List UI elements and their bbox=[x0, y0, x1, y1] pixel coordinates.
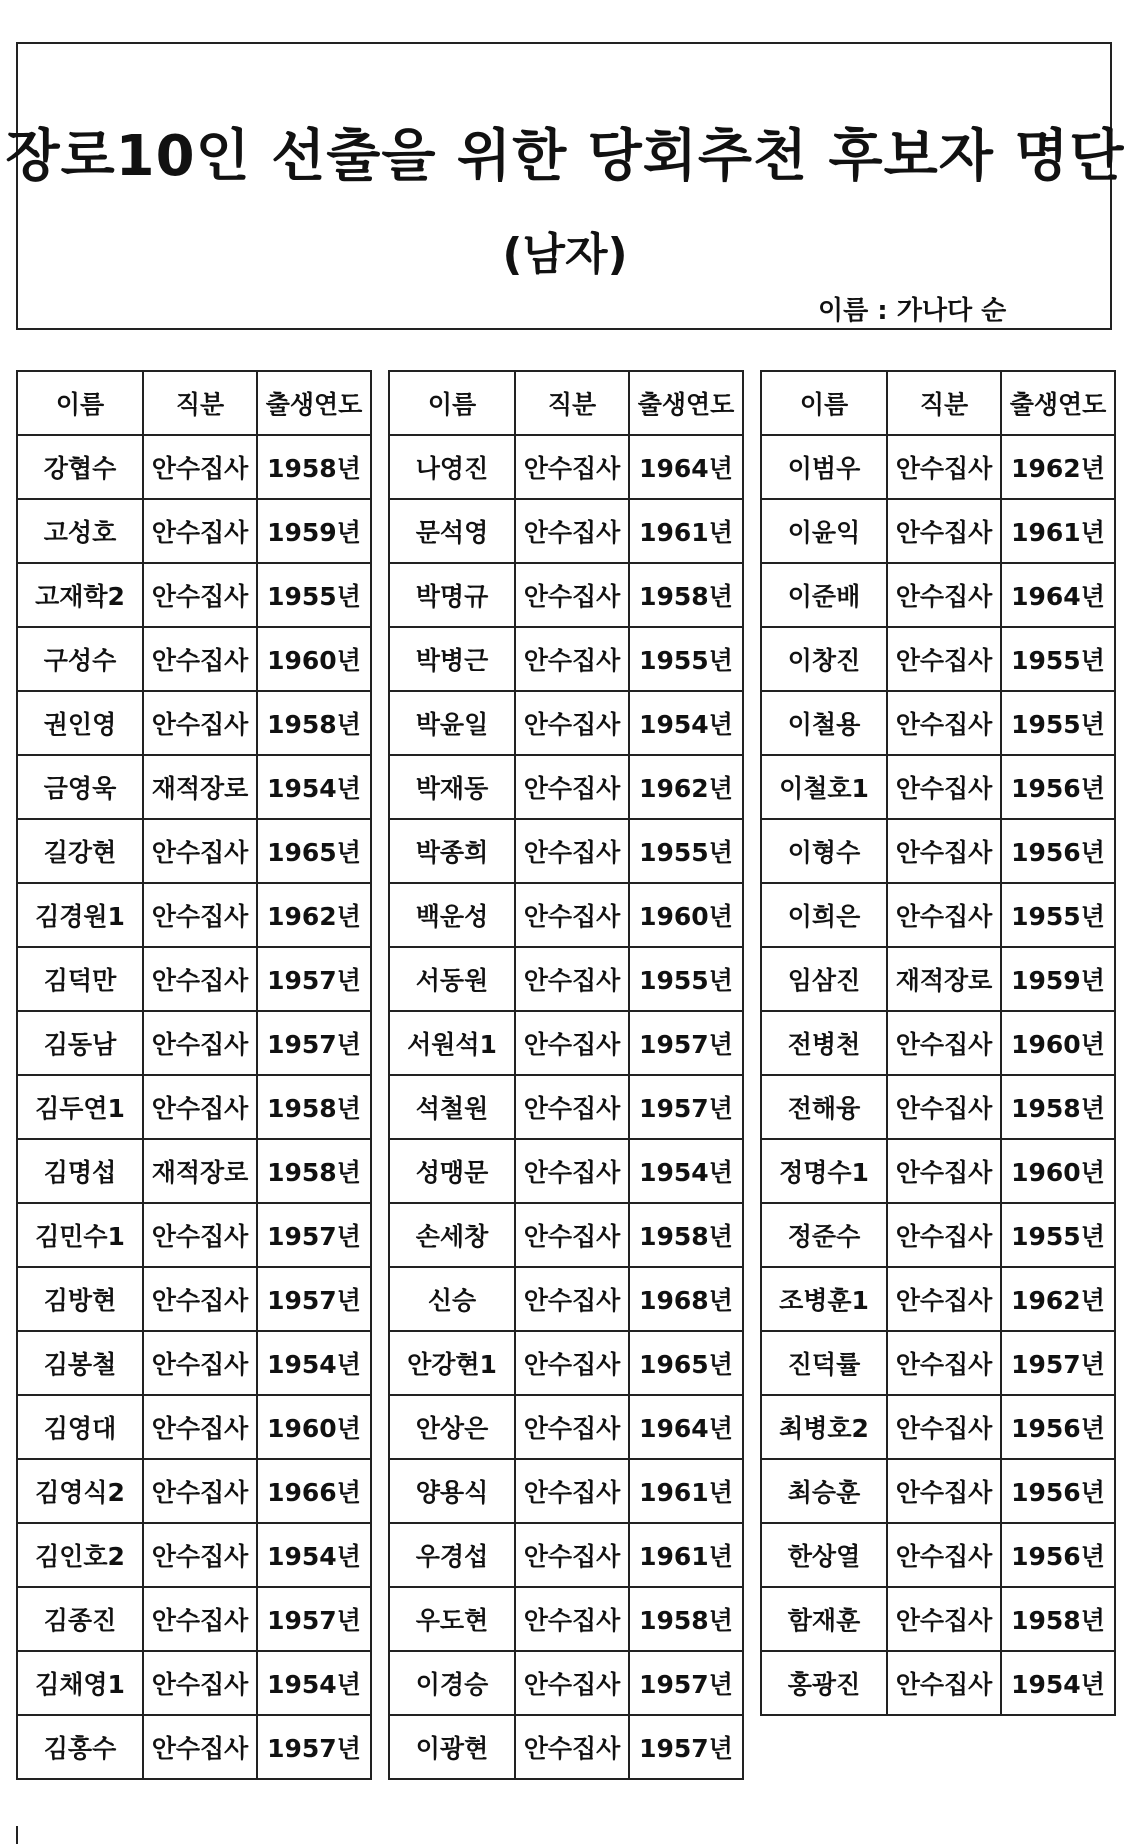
candidate-position: 안수집사 bbox=[515, 1651, 629, 1715]
candidate-birth-year: 1958년 bbox=[629, 1587, 743, 1651]
candidate-birth-year: 1960년 bbox=[629, 883, 743, 947]
candidate-name: 김봉철 bbox=[17, 1331, 143, 1395]
candidate-name: 최병호2 bbox=[761, 1395, 887, 1459]
candidate-position: 안수집사 bbox=[515, 947, 629, 1011]
candidate-position: 안수집사 bbox=[143, 883, 257, 947]
table-row bbox=[17, 1203, 371, 1267]
table-row bbox=[17, 819, 371, 883]
candidate-birth-year: 1955년 bbox=[629, 627, 743, 691]
candidate-name: 손세창 bbox=[389, 1203, 515, 1267]
candidate-name: 우경섭 bbox=[389, 1523, 515, 1587]
candidate-birth-year: 1958년 bbox=[257, 435, 371, 499]
table-row bbox=[389, 1587, 743, 1651]
candidate-position: 안수집사 bbox=[887, 1075, 1001, 1139]
candidate-name: 이범우 bbox=[761, 435, 887, 499]
candidate-name: 김덕만 bbox=[17, 947, 143, 1011]
candidate-birth-year: 1957년 bbox=[629, 1011, 743, 1075]
candidate-name: 김방현 bbox=[17, 1267, 143, 1331]
name-header: 이름 bbox=[389, 371, 515, 435]
candidate-position: 안수집사 bbox=[515, 755, 629, 819]
candidate-position: 안수집사 bbox=[515, 691, 629, 755]
table-row bbox=[761, 627, 1115, 691]
sort-note: 이름 : 가나다 순 bbox=[818, 296, 1007, 326]
candidate-name: 정명수1 bbox=[761, 1139, 887, 1203]
candidate-name: 이창진 bbox=[761, 627, 887, 691]
candidate-position: 안수집사 bbox=[887, 755, 1001, 819]
name-header: 이름 bbox=[761, 371, 887, 435]
candidate-birth-year: 1964년 bbox=[1001, 563, 1115, 627]
candidate-name: 백운성 bbox=[389, 883, 515, 947]
candidate-name: 구성수 bbox=[17, 627, 143, 691]
table-row bbox=[761, 819, 1115, 883]
candidate-name: 고성호 bbox=[17, 499, 143, 563]
candidate-position: 재적장로 bbox=[887, 947, 1001, 1011]
candidate-position: 안수집사 bbox=[143, 1267, 257, 1331]
candidate-name: 김민수1 bbox=[17, 1203, 143, 1267]
candidate-name: 김채영1 bbox=[17, 1651, 143, 1715]
table-row bbox=[761, 691, 1115, 755]
candidate-birth-year: 1961년 bbox=[629, 499, 743, 563]
candidate-position: 안수집사 bbox=[515, 1395, 629, 1459]
candidate-table-1 bbox=[16, 370, 372, 1780]
candidate-position: 안수집사 bbox=[143, 435, 257, 499]
candidate-name: 우도현 bbox=[389, 1587, 515, 1651]
table-row bbox=[17, 883, 371, 947]
candidate-position: 안수집사 bbox=[143, 1331, 257, 1395]
candidate-birth-year: 1960년 bbox=[257, 627, 371, 691]
candidate-birth-year: 1958년 bbox=[1001, 1075, 1115, 1139]
table-row bbox=[17, 1331, 371, 1395]
candidate-name: 이경승 bbox=[389, 1651, 515, 1715]
table-row bbox=[761, 947, 1115, 1011]
candidate-name: 고재학2 bbox=[17, 563, 143, 627]
candidate-name: 박윤일 bbox=[389, 691, 515, 755]
candidate-position: 안수집사 bbox=[515, 1587, 629, 1651]
candidate-position: 안수집사 bbox=[887, 499, 1001, 563]
candidate-birth-year: 1958년 bbox=[1001, 1587, 1115, 1651]
table-row bbox=[761, 1459, 1115, 1523]
page-title: 장로10인 선출을 위한 당회추천 후보자 명단 bbox=[5, 124, 1125, 189]
position-header: 직분 bbox=[143, 371, 257, 435]
table-row bbox=[761, 1267, 1115, 1331]
table-header-row bbox=[389, 371, 743, 435]
candidate-position: 안수집사 bbox=[143, 1651, 257, 1715]
candidate-birth-year: 1956년 bbox=[1001, 819, 1115, 883]
candidate-position: 안수집사 bbox=[887, 1459, 1001, 1523]
candidate-position: 안수집사 bbox=[143, 819, 257, 883]
candidate-name: 김경원1 bbox=[17, 883, 143, 947]
table-row bbox=[761, 755, 1115, 819]
table-row bbox=[389, 1523, 743, 1587]
table-row bbox=[389, 435, 743, 499]
table-row bbox=[17, 1075, 371, 1139]
candidate-position: 안수집사 bbox=[143, 1459, 257, 1523]
table-row bbox=[17, 563, 371, 627]
table-row bbox=[389, 1011, 743, 1075]
candidate-birth-year: 1957년 bbox=[629, 1075, 743, 1139]
candidate-position: 안수집사 bbox=[515, 1075, 629, 1139]
candidate-name: 길강현 bbox=[17, 819, 143, 883]
table-row bbox=[761, 1075, 1115, 1139]
candidate-birth-year: 1957년 bbox=[629, 1651, 743, 1715]
table-header-row bbox=[761, 371, 1115, 435]
table-row bbox=[17, 755, 371, 819]
candidate-position: 안수집사 bbox=[515, 435, 629, 499]
candidate-name: 조병훈1 bbox=[761, 1267, 887, 1331]
candidate-birth-year: 1962년 bbox=[257, 883, 371, 947]
candidate-birth-year: 1958년 bbox=[629, 563, 743, 627]
candidate-position: 안수집사 bbox=[143, 499, 257, 563]
candidate-name: 최승훈 bbox=[761, 1459, 887, 1523]
candidate-birth-year: 1957년 bbox=[257, 1011, 371, 1075]
candidate-position: 안수집사 bbox=[887, 1331, 1001, 1395]
candidate-birth-year: 1955년 bbox=[1001, 883, 1115, 947]
candidate-position: 안수집사 bbox=[143, 1395, 257, 1459]
candidate-name: 신승 bbox=[389, 1267, 515, 1331]
candidate-birth-year: 1957년 bbox=[257, 1203, 371, 1267]
candidate-birth-year: 1961년 bbox=[629, 1523, 743, 1587]
table-row bbox=[389, 563, 743, 627]
candidate-birth-year: 1960년 bbox=[1001, 1139, 1115, 1203]
table-row bbox=[389, 1395, 743, 1459]
table-row bbox=[17, 1523, 371, 1587]
candidate-name: 강협수 bbox=[17, 435, 143, 499]
candidate-name: 이광현 bbox=[389, 1715, 515, 1779]
candidate-birth-year: 1954년 bbox=[257, 755, 371, 819]
candidate-position: 안수집사 bbox=[515, 1267, 629, 1331]
candidate-name: 이철용 bbox=[761, 691, 887, 755]
table-row bbox=[17, 1395, 371, 1459]
candidate-position: 안수집사 bbox=[887, 1395, 1001, 1459]
candidate-name: 박명규 bbox=[389, 563, 515, 627]
candidate-position: 안수집사 bbox=[887, 819, 1001, 883]
table-row bbox=[17, 1267, 371, 1331]
candidate-name: 성맹문 bbox=[389, 1139, 515, 1203]
candidate-birth-year: 1965년 bbox=[629, 1331, 743, 1395]
position-header: 직분 bbox=[515, 371, 629, 435]
candidate-name: 김영대 bbox=[17, 1395, 143, 1459]
table-row bbox=[761, 1139, 1115, 1203]
candidate-birth-year: 1960년 bbox=[257, 1395, 371, 1459]
candidate-name: 권인영 bbox=[17, 691, 143, 755]
candidate-name: 이형수 bbox=[761, 819, 887, 883]
candidate-birth-year: 1956년 bbox=[1001, 1523, 1115, 1587]
candidate-name: 이철호1 bbox=[761, 755, 887, 819]
candidate-position: 안수집사 bbox=[515, 627, 629, 691]
table-row bbox=[389, 691, 743, 755]
candidate-birth-year: 1958년 bbox=[629, 1203, 743, 1267]
candidate-name: 김영식2 bbox=[17, 1459, 143, 1523]
candidate-position: 안수집사 bbox=[515, 499, 629, 563]
table-row bbox=[389, 499, 743, 563]
candidate-position: 안수집사 bbox=[143, 1075, 257, 1139]
table-row bbox=[389, 1203, 743, 1267]
candidate-name: 진덕률 bbox=[761, 1331, 887, 1395]
table-row bbox=[389, 819, 743, 883]
candidate-position: 안수집사 bbox=[887, 883, 1001, 947]
candidate-name: 금영욱 bbox=[17, 755, 143, 819]
table-row bbox=[761, 1395, 1115, 1459]
name-header: 이름 bbox=[17, 371, 143, 435]
candidate-position: 안수집사 bbox=[143, 1011, 257, 1075]
table-row bbox=[389, 1267, 743, 1331]
candidate-position: 안수집사 bbox=[143, 947, 257, 1011]
candidate-birth-year: 1958년 bbox=[257, 1075, 371, 1139]
table-row bbox=[761, 1203, 1115, 1267]
candidate-name: 박종희 bbox=[389, 819, 515, 883]
candidate-birth-year: 1958년 bbox=[257, 1139, 371, 1203]
table-row bbox=[761, 1011, 1115, 1075]
table-row bbox=[761, 1523, 1115, 1587]
page-subtitle: (남자) bbox=[502, 229, 628, 280]
birth-year-header: 출생연도 bbox=[1001, 371, 1115, 435]
table-row bbox=[17, 1459, 371, 1523]
table-row bbox=[389, 1139, 743, 1203]
table-row bbox=[761, 883, 1115, 947]
candidate-position: 안수집사 bbox=[515, 1715, 629, 1779]
candidate-position: 재적장로 bbox=[143, 755, 257, 819]
candidate-position: 안수집사 bbox=[515, 1203, 629, 1267]
candidate-birth-year: 1954년 bbox=[1001, 1651, 1115, 1715]
candidate-position: 안수집사 bbox=[515, 1331, 629, 1395]
candidate-table-2 bbox=[388, 370, 744, 1780]
table-row bbox=[17, 1715, 371, 1779]
candidate-position: 안수집사 bbox=[887, 435, 1001, 499]
candidate-name: 안강현1 bbox=[389, 1331, 515, 1395]
candidate-name: 한상열 bbox=[761, 1523, 887, 1587]
table-row bbox=[389, 1075, 743, 1139]
candidate-birth-year: 1958년 bbox=[257, 691, 371, 755]
candidate-name: 김명섭 bbox=[17, 1139, 143, 1203]
candidate-position: 안수집사 bbox=[143, 1715, 257, 1779]
candidate-birth-year: 1960년 bbox=[1001, 1011, 1115, 1075]
candidate-name: 전병천 bbox=[761, 1011, 887, 1075]
table-row bbox=[17, 627, 371, 691]
candidate-birth-year: 1961년 bbox=[1001, 499, 1115, 563]
candidate-birth-year: 1955년 bbox=[629, 947, 743, 1011]
candidate-birth-year: 1962년 bbox=[1001, 435, 1115, 499]
candidate-name: 이준배 bbox=[761, 563, 887, 627]
candidate-position: 안수집사 bbox=[515, 1459, 629, 1523]
table-row bbox=[761, 499, 1115, 563]
candidate-birth-year: 1957년 bbox=[257, 1587, 371, 1651]
candidate-birth-year: 1954년 bbox=[257, 1331, 371, 1395]
candidate-position: 안수집사 bbox=[887, 1267, 1001, 1331]
candidate-birth-year: 1955년 bbox=[257, 563, 371, 627]
candidate-name: 서원석1 bbox=[389, 1011, 515, 1075]
candidate-name: 서동원 bbox=[389, 947, 515, 1011]
candidate-name: 나영진 bbox=[389, 435, 515, 499]
candidate-position: 안수집사 bbox=[143, 1203, 257, 1267]
candidate-birth-year: 1957년 bbox=[257, 1267, 371, 1331]
bottom-rule bbox=[16, 1826, 18, 1844]
candidate-position: 안수집사 bbox=[143, 1587, 257, 1651]
table-row bbox=[761, 1331, 1115, 1395]
candidate-birth-year: 1954년 bbox=[257, 1651, 371, 1715]
candidate-position: 안수집사 bbox=[515, 563, 629, 627]
candidate-birth-year: 1964년 bbox=[629, 1395, 743, 1459]
table-row bbox=[389, 883, 743, 947]
table-row bbox=[17, 1651, 371, 1715]
candidate-position: 안수집사 bbox=[143, 691, 257, 755]
candidate-position: 안수집사 bbox=[887, 1139, 1001, 1203]
candidate-name: 김홍수 bbox=[17, 1715, 143, 1779]
table-row bbox=[389, 1715, 743, 1779]
position-header: 직분 bbox=[887, 371, 1001, 435]
table-row bbox=[17, 499, 371, 563]
table-row bbox=[17, 691, 371, 755]
candidate-name: 김동남 bbox=[17, 1011, 143, 1075]
candidate-birth-year: 1957년 bbox=[1001, 1331, 1115, 1395]
table-header-row bbox=[17, 371, 371, 435]
table-row bbox=[389, 1331, 743, 1395]
candidate-position: 안수집사 bbox=[143, 1523, 257, 1587]
candidate-birth-year: 1954년 bbox=[629, 1139, 743, 1203]
candidate-birth-year: 1955년 bbox=[1001, 691, 1115, 755]
candidate-name: 양용식 bbox=[389, 1459, 515, 1523]
table-row bbox=[761, 1651, 1115, 1715]
candidate-name: 박재동 bbox=[389, 755, 515, 819]
candidate-birth-year: 1968년 bbox=[629, 1267, 743, 1331]
candidate-name: 석철원 bbox=[389, 1075, 515, 1139]
candidate-birth-year: 1954년 bbox=[629, 691, 743, 755]
table-row bbox=[17, 1139, 371, 1203]
candidate-birth-year: 1955년 bbox=[1001, 627, 1115, 691]
candidate-birth-year: 1965년 bbox=[257, 819, 371, 883]
table-row bbox=[389, 947, 743, 1011]
candidate-birth-year: 1955년 bbox=[1001, 1203, 1115, 1267]
candidate-name: 박병근 bbox=[389, 627, 515, 691]
candidate-birth-year: 1964년 bbox=[629, 435, 743, 499]
candidate-position: 안수집사 bbox=[887, 1651, 1001, 1715]
candidate-birth-year: 1956년 bbox=[1001, 755, 1115, 819]
candidate-position: 안수집사 bbox=[887, 627, 1001, 691]
candidate-position: 안수집사 bbox=[887, 1587, 1001, 1651]
table-row bbox=[761, 563, 1115, 627]
candidate-name: 김두연1 bbox=[17, 1075, 143, 1139]
candidate-birth-year: 1955년 bbox=[629, 819, 743, 883]
candidate-birth-year: 1959년 bbox=[257, 499, 371, 563]
candidate-position: 안수집사 bbox=[887, 563, 1001, 627]
candidate-birth-year: 1961년 bbox=[629, 1459, 743, 1523]
candidate-name: 홍광진 bbox=[761, 1651, 887, 1715]
candidate-birth-year: 1959년 bbox=[1001, 947, 1115, 1011]
candidate-name: 김인호2 bbox=[17, 1523, 143, 1587]
candidate-name: 이윤익 bbox=[761, 499, 887, 563]
table-row bbox=[389, 1651, 743, 1715]
candidate-name: 문석영 bbox=[389, 499, 515, 563]
candidate-table-3 bbox=[760, 370, 1116, 1716]
candidate-name: 안상은 bbox=[389, 1395, 515, 1459]
candidate-birth-year: 1957년 bbox=[257, 1715, 371, 1779]
candidate-name: 김종진 bbox=[17, 1587, 143, 1651]
candidate-position: 안수집사 bbox=[515, 1523, 629, 1587]
table-row bbox=[389, 1459, 743, 1523]
candidate-position: 안수집사 bbox=[887, 1203, 1001, 1267]
candidate-position: 안수집사 bbox=[515, 1139, 629, 1203]
birth-year-header: 출생연도 bbox=[629, 371, 743, 435]
table-row bbox=[761, 1587, 1115, 1651]
candidate-birth-year: 1962년 bbox=[1001, 1267, 1115, 1331]
table-row bbox=[17, 435, 371, 499]
candidate-position: 안수집사 bbox=[143, 627, 257, 691]
table-row bbox=[389, 627, 743, 691]
candidate-birth-year: 1957년 bbox=[629, 1715, 743, 1779]
candidate-position: 안수집사 bbox=[887, 691, 1001, 755]
candidate-position: 안수집사 bbox=[887, 1523, 1001, 1587]
candidate-birth-year: 1956년 bbox=[1001, 1459, 1115, 1523]
candidate-position: 재적장로 bbox=[143, 1139, 257, 1203]
table-row bbox=[17, 1587, 371, 1651]
birth-year-header: 출생연도 bbox=[257, 371, 371, 435]
table-row bbox=[17, 947, 371, 1011]
candidate-birth-year: 1954년 bbox=[257, 1523, 371, 1587]
candidate-position: 안수집사 bbox=[515, 883, 629, 947]
table-row bbox=[17, 1011, 371, 1075]
candidate-name: 이희은 bbox=[761, 883, 887, 947]
candidate-position: 안수집사 bbox=[515, 1011, 629, 1075]
candidate-birth-year: 1962년 bbox=[629, 755, 743, 819]
candidate-position: 안수집사 bbox=[515, 819, 629, 883]
candidate-birth-year: 1956년 bbox=[1001, 1395, 1115, 1459]
candidate-name: 함재훈 bbox=[761, 1587, 887, 1651]
candidate-name: 임삼진 bbox=[761, 947, 887, 1011]
candidate-birth-year: 1966년 bbox=[257, 1459, 371, 1523]
candidate-name: 정준수 bbox=[761, 1203, 887, 1267]
candidate-name: 전해융 bbox=[761, 1075, 887, 1139]
candidate-position: 안수집사 bbox=[143, 563, 257, 627]
table-row bbox=[761, 435, 1115, 499]
candidate-birth-year: 1957년 bbox=[257, 947, 371, 1011]
candidate-position: 안수집사 bbox=[887, 1011, 1001, 1075]
table-row bbox=[389, 755, 743, 819]
